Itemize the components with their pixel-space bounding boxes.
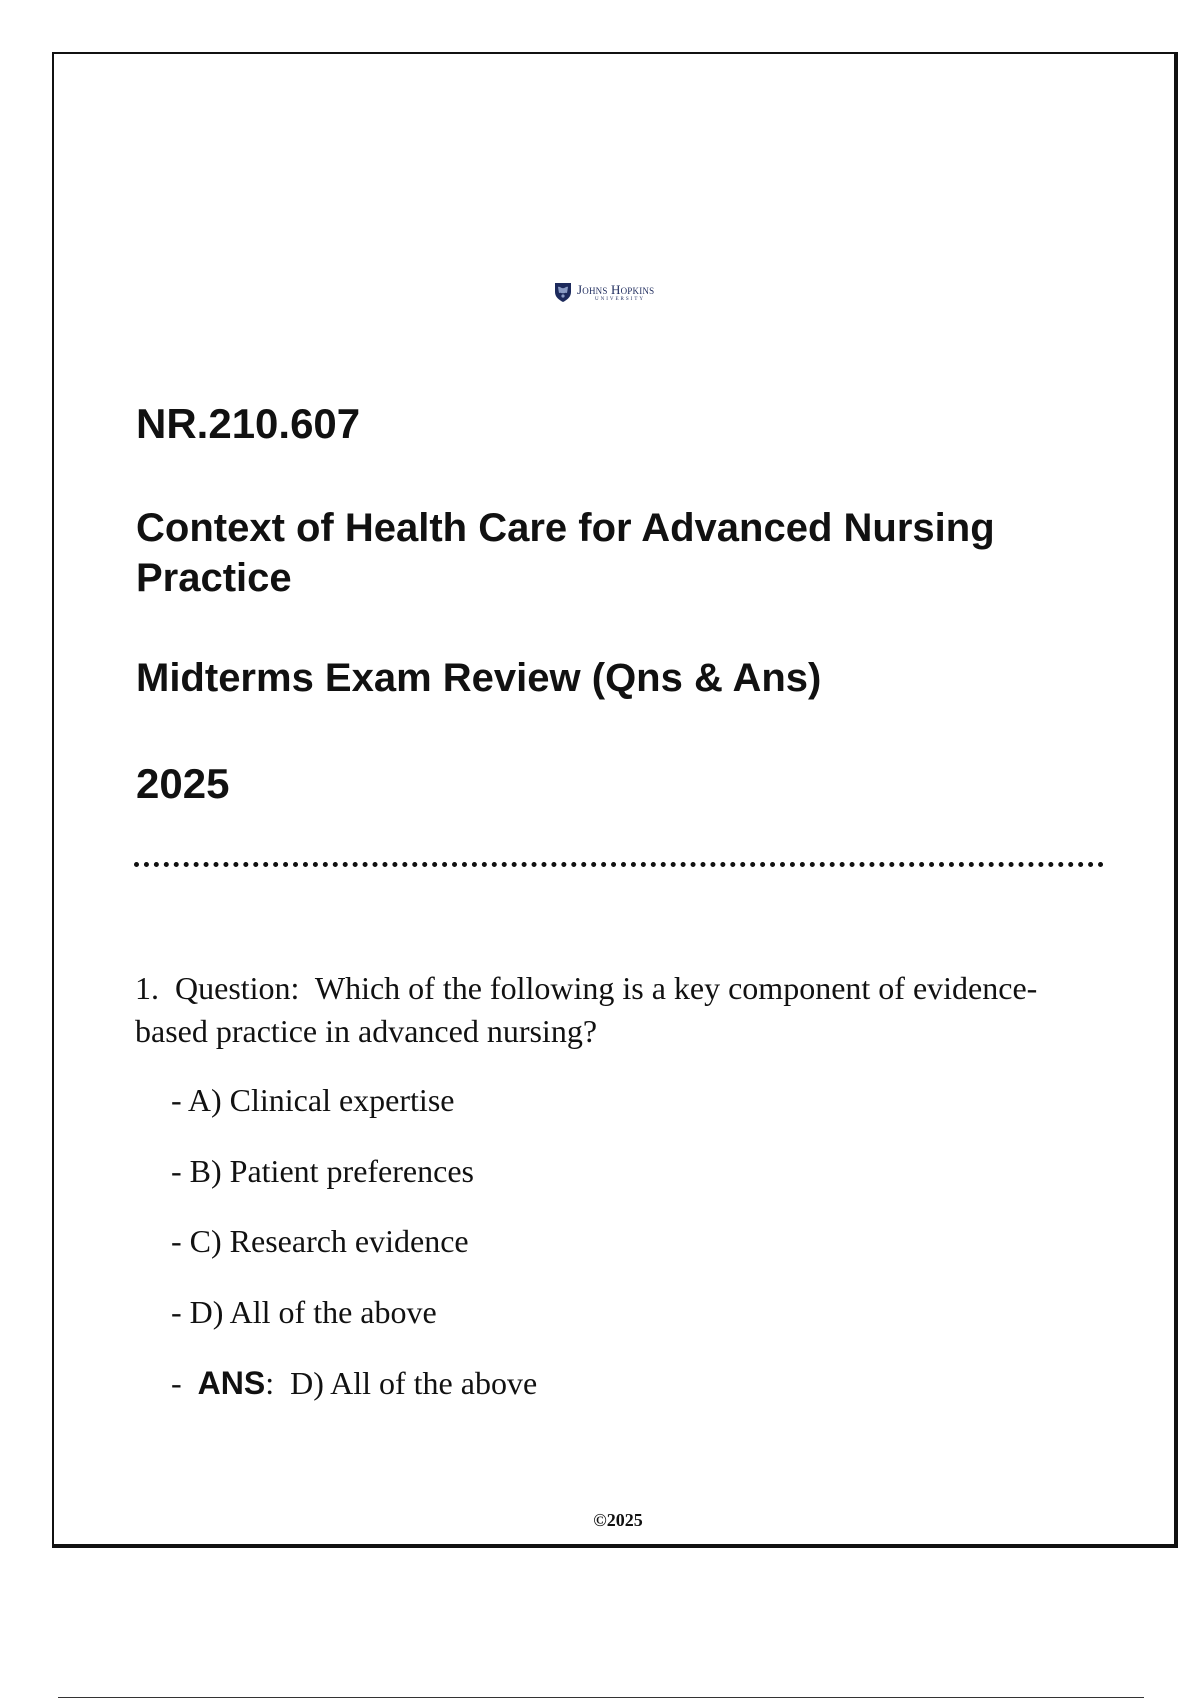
answer-line: - ANS: D) All of the above (171, 1365, 538, 1401)
answer-option-d: - D) All of the above (171, 1294, 437, 1330)
exam-year: 2025 (136, 760, 230, 807)
answer-option-c: - C) Research evidence (171, 1223, 469, 1259)
dotted-divider (134, 862, 1104, 867)
answer-label: ANS (197, 1365, 266, 1401)
question-label: Question: (175, 970, 300, 1006)
course-title: Context of Health Care for Advanced Nursing Practice (136, 506, 995, 600)
question-number: 1. (135, 970, 159, 1006)
answer-option-a: - A) Clinical expertise (171, 1082, 455, 1118)
answer-option-b: - B) Patient preferences (171, 1153, 474, 1189)
exam-title: Midterms Exam Review (Qns & Ans) (136, 656, 822, 700)
logo-subtitle: UNIVERSITY (595, 296, 645, 302)
question-body: Which of the following is a key component of evidence-based practice in advanced nursing? (135, 970, 1038, 1049)
question-text (135, 967, 1075, 1053)
university-logo (553, 281, 654, 303)
answer-value: D) All of the above (290, 1365, 538, 1401)
logo-name: Johns Hopkins (577, 281, 655, 297)
course-code: NR.210.607 (136, 400, 361, 447)
shield-icon (553, 281, 573, 303)
bottom-divider (58, 1697, 1144, 1698)
copyright: ©2025 (593, 1510, 643, 1530)
answer-prefix: - (171, 1365, 182, 1401)
